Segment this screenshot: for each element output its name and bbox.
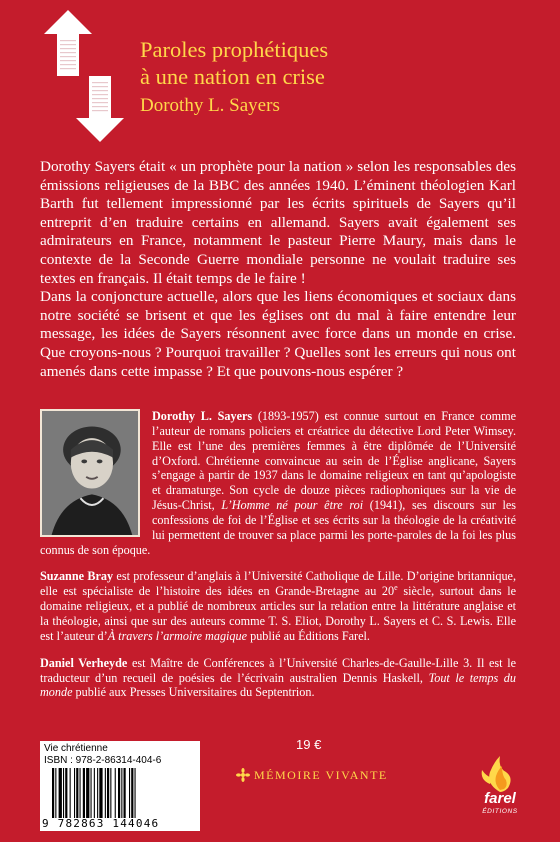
bio-bray-text-1: est professeur d’anglais à l’Université Catholique de Lille. D’origine britannique, elle est spécialiste de l’histoire des idées en Grande-Bretagne au 20 [40, 569, 516, 599]
book-author: Dorothy L. Sayers [140, 95, 280, 116]
fleur-ornament-icon [236, 768, 250, 782]
bio-sayers-name: Dorothy L. Sayers [152, 409, 253, 423]
publisher-name: farel [484, 790, 516, 807]
bio-sayers-text-1: (1893-1957) est connue surtout en France comme l’auteur de romans policiers et créatrice du détective Lord Peter Wimsey. Elle est l’une des premières femmes à être diplômée de l’Université d’Oxford. Chrétienne convaincue au sein de l’Église anglicane, Sayers s’engage à partir de 1937 dans le domaine religieux en tant qu’apologiste et dramaturge. Son cycle de douze pièces radiophoniques sur la vie de Jésus-Christ, [152, 409, 517, 513]
bio-bray-sup: e [394, 583, 398, 593]
intro-paragraph-1: Dorothy Sayers était « un prophète pour la nation » selon les responsables des émissions religieuses de la BBC des années 1940. L’éminent théologien Karl Barth fut tellement impressionné par les écrits spirituels de Sayers qu’il entreprit d’en traduire certains en allemand. Sayers avait également ses admirateurs en France, notamment le pasteur Pierre Maury, mais dans le contexte de la Seconde Guerre mondiale personne ne voulait traduire ses textes en français. Il était temps de le faire ! [40, 158, 516, 287]
barcode-panel [40, 741, 200, 831]
publisher-logo [474, 754, 526, 834]
barcode-digits: 9 782863 144046 [42, 817, 160, 830]
bio-bray-text-2: siècle, surtout dans le domaine religieux, et a publié de nombreux articles sur la relation entre la littérature anglaise et la théologie, ainsi que sur des auteurs comme T. S. Eliot, Dorothy L. Sayers et C. S. Lewis. Elle est l’auteur d’ [40, 584, 516, 643]
portrait-image-icon [42, 411, 138, 535]
bio-verheyde-text-2: publié aux Presses Universitaires du Septentrion. [72, 685, 315, 700]
bio-sayers-work: L’Homme né pour être roi [221, 498, 364, 513]
bio-bray [40, 569, 516, 643]
flame-logo-icon [474, 754, 526, 794]
double-arrow-logo-icon [44, 10, 124, 142]
author-portrait [40, 409, 140, 537]
book-title [140, 36, 540, 90]
price-label: 19 € [296, 737, 322, 752]
title-line-1: Paroles prophétiques [140, 37, 329, 62]
title-block [140, 36, 540, 117]
intro-paragraph-2: Dans la conjoncture actuelle, alors que les liens économiques et sociaux dans notre société se brisent et que les églises ont du mal à faire entendre leur message, les idées de Sayers résonnent avec force dans un monde en crise. Que croyons-nous ? Pourquoi travailler ? Quelles sont les erreurs qui nous ont amenés dans cette impasse ? Et que pouvons-nous espérer ? [40, 288, 516, 380]
bio-sayers-text-2: (1941), ses discours sur les confessions de foi de l’Église et ses écrits sur la théologie de la créativité lui permettent de trouver sa place parmi les porte-paroles de la foi les plus connus de son époque. [40, 498, 516, 557]
bio-bray-text-3: publié au Éditions Farel. [247, 628, 370, 643]
collection-brand-name: MÉMOIRE VIVANTE [254, 768, 388, 782]
barcode-icon [52, 768, 194, 818]
collection-label: Vie chrétienne [44, 743, 108, 754]
collection-brand [236, 768, 388, 783]
bio-verheyde-work: Tout le temps du monde [40, 670, 516, 700]
author-bios [40, 409, 516, 700]
bio-verheyde [40, 656, 516, 701]
publisher-sub: ÉDITIONS [482, 808, 518, 815]
title-line-2: à une nation en crise [140, 64, 325, 89]
bio-bray-work: À travers l’armoire magique [107, 628, 248, 643]
bio-verheyde-name: Daniel Verheyde [40, 655, 128, 670]
bio-bray-name: Suzanne Bray [40, 569, 114, 584]
bio-verheyde-text-1: est Maître de Conférences à l’Université Charles-de-Gaulle-Lille 3. Il est le traducteur d’un recueil de poésies de l’écrivain australien Dennis Haskell, [40, 655, 516, 685]
isbn-label: ISBN : 978-2-86314-404-6 [44, 755, 162, 766]
intro-text [40, 158, 516, 381]
